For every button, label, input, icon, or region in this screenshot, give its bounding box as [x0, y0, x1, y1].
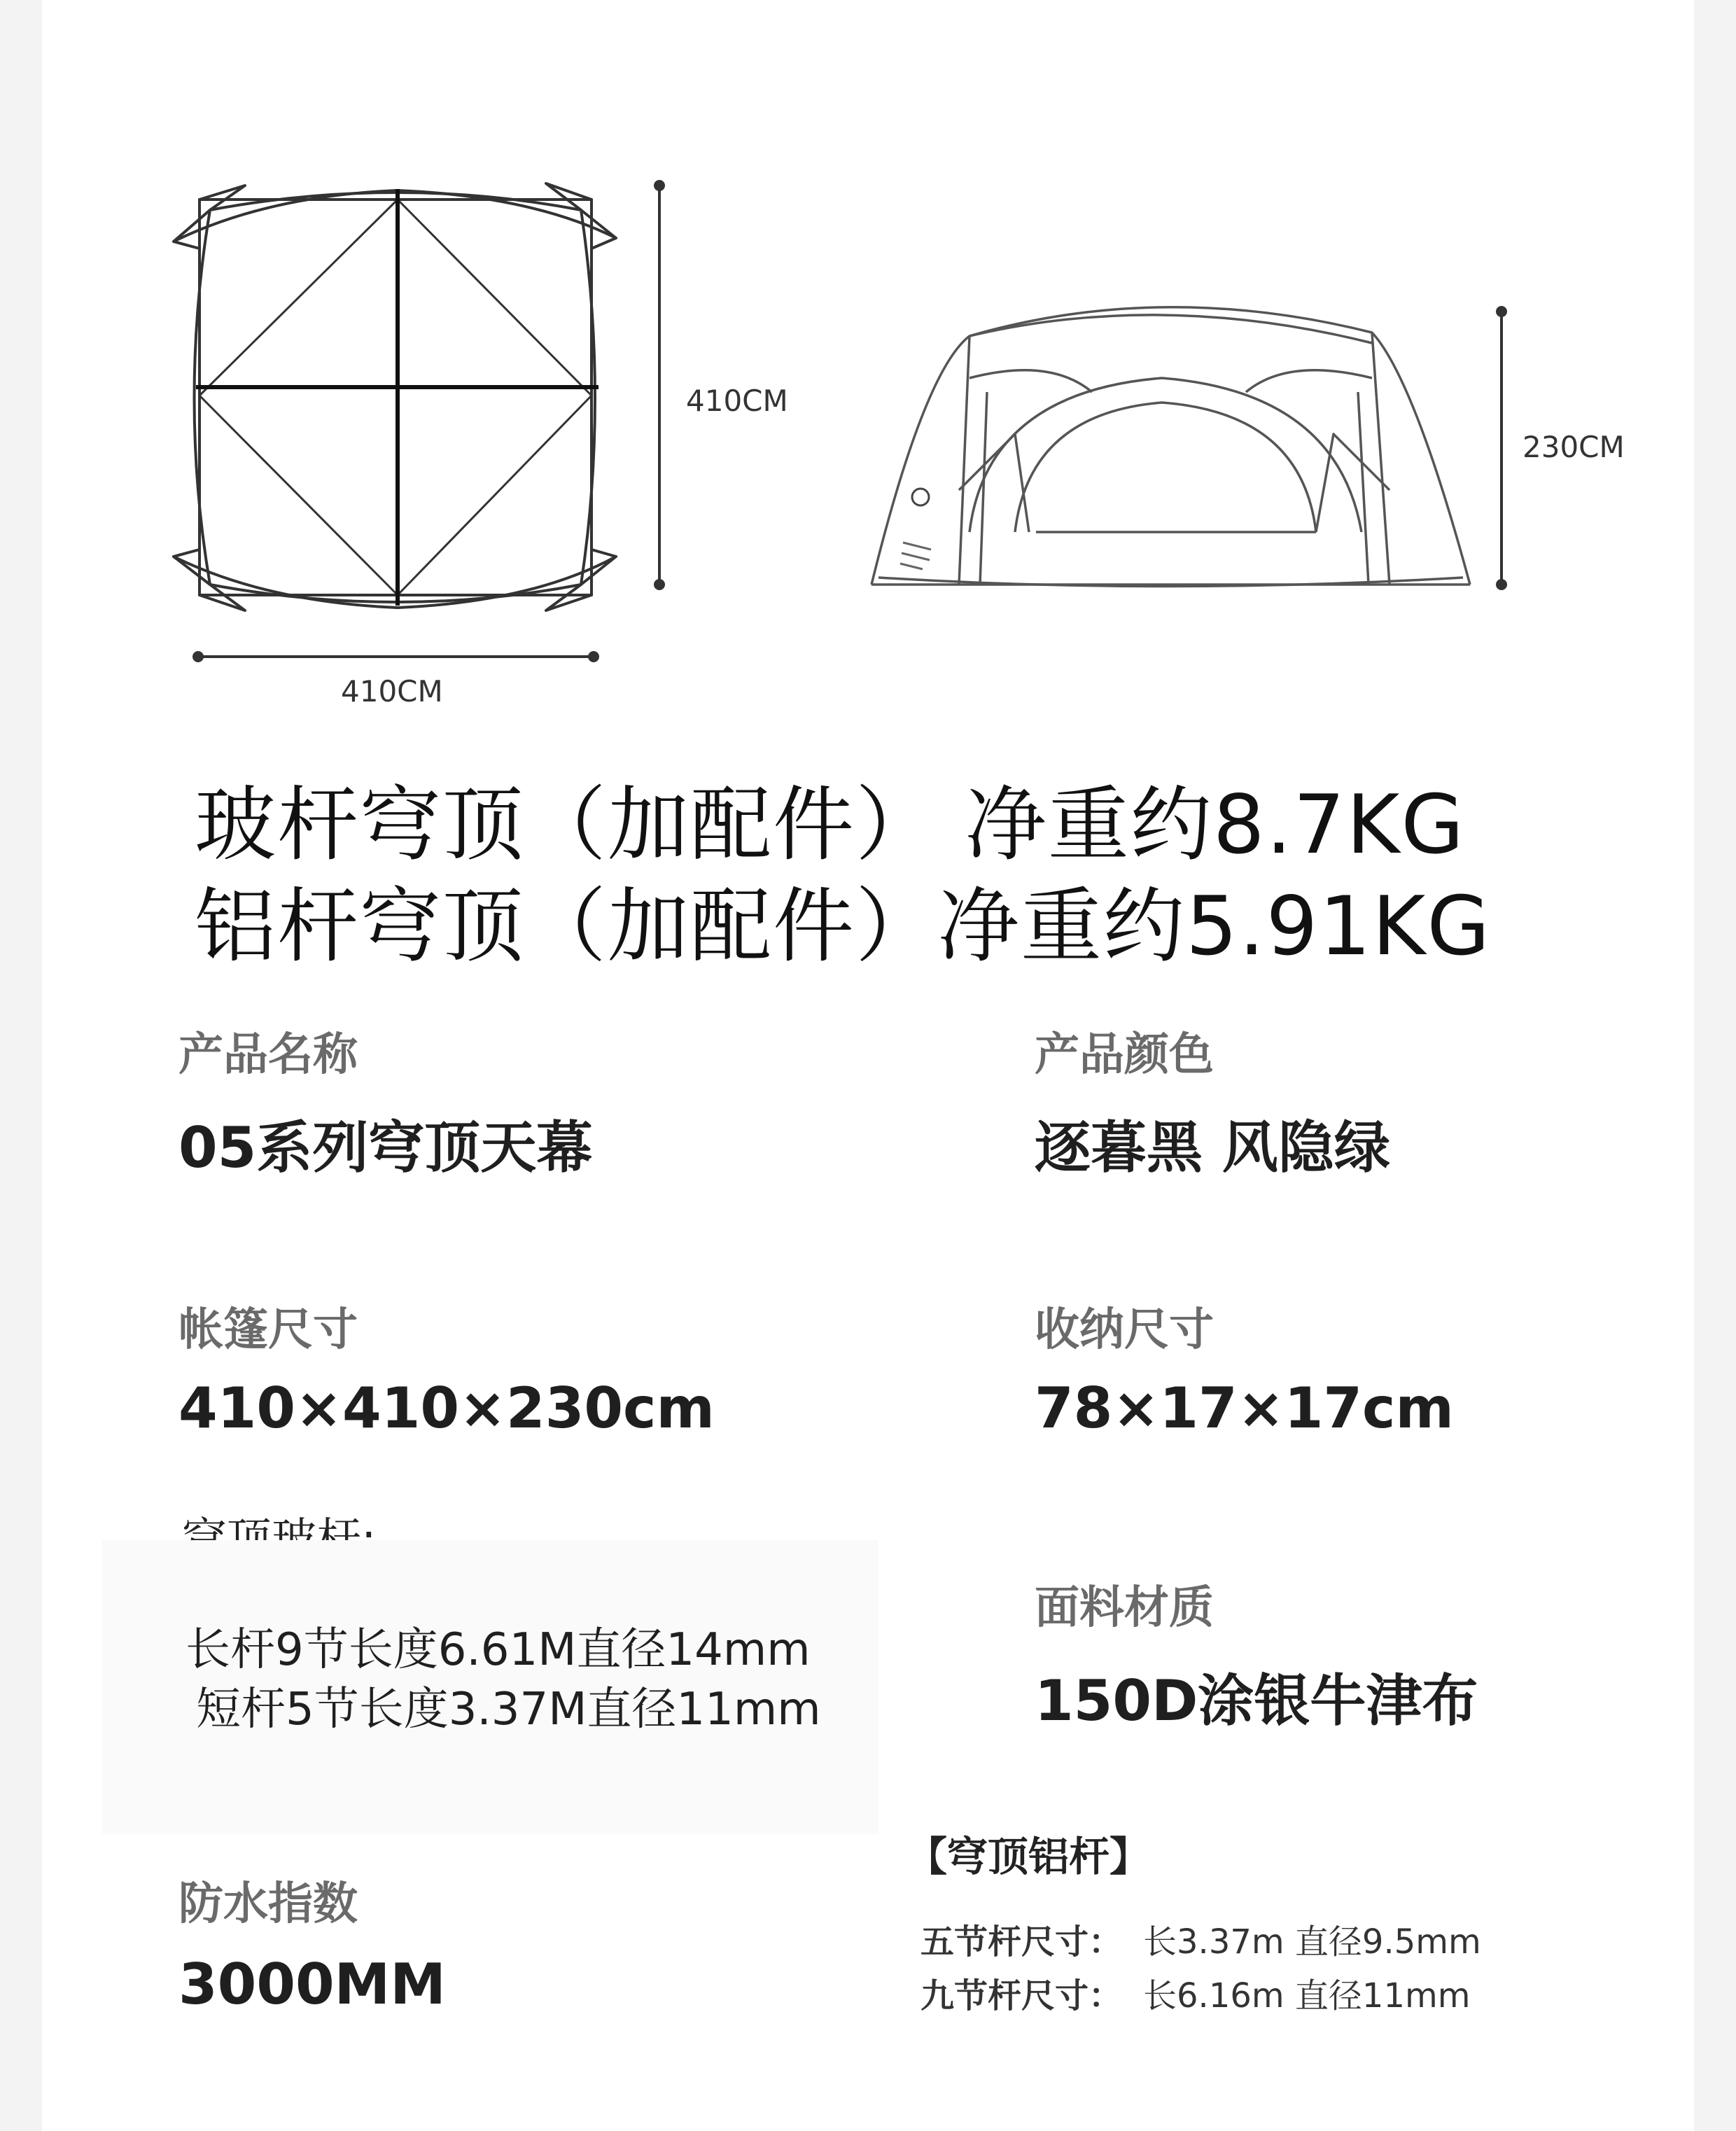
aluminum-pole-row-9-key: 九节杆尺寸：: [920, 1976, 1123, 2015]
product-color-label: 产品颜色: [1035, 1029, 1214, 1081]
aluminum-weight-text: 铝杆穹顶（加配件）净重约5.91KG: [195, 879, 1492, 974]
product-color-value: 逐暮黑 风隐绿: [1035, 1115, 1390, 1180]
waterproof-label: 防水指数: [178, 1878, 358, 1930]
aluminum-pole-row-9: [920, 1969, 1471, 2017]
aluminum-pole-row-5-value: 长3.37m 直径9.5mm: [1143, 1922, 1481, 1962]
tent-size-label: 帐篷尺寸: [178, 1304, 358, 1356]
fiberglass-weight-text: 玻杆穹顶（加配件） 净重约8.7KG: [195, 778, 1466, 872]
tent-size-value: 410×410×230cm: [178, 1376, 715, 1441]
fabric-value: 150D涂银牛津布: [1035, 1668, 1478, 1733]
aluminum-pole-row-9-value: 长6.16m 直径11mm: [1143, 1976, 1471, 2015]
waterproof-value: 3000MM: [178, 1952, 446, 2017]
top-view-width-label: 410CM: [341, 674, 443, 708]
top-view-height-label: 410CM: [686, 384, 788, 418]
fiberglass-long-pole: 长杆9节长度6.61M直径14mm: [186, 1624, 811, 1676]
aluminum-pole-row-5-key: 五节杆尺寸：: [920, 1922, 1123, 1962]
aluminum-pole-row-5: [920, 1915, 1481, 1963]
side-view-height-label: 230CM: [1522, 430, 1625, 464]
aluminum-poles-title: 【穹顶铝杆】: [906, 1833, 1151, 1880]
pack-size-value: 78×17×17cm: [1035, 1376, 1454, 1441]
fabric-label: 面料材质: [1035, 1582, 1214, 1634]
pack-size-label: 收纳尺寸: [1035, 1304, 1214, 1356]
fiberglass-short-pole: 短杆5节长度3.37M直径11mm: [196, 1684, 821, 1735]
product-name-label: 产品名称: [178, 1029, 358, 1081]
product-name-value: 05系列穹顶天幕: [178, 1115, 593, 1180]
